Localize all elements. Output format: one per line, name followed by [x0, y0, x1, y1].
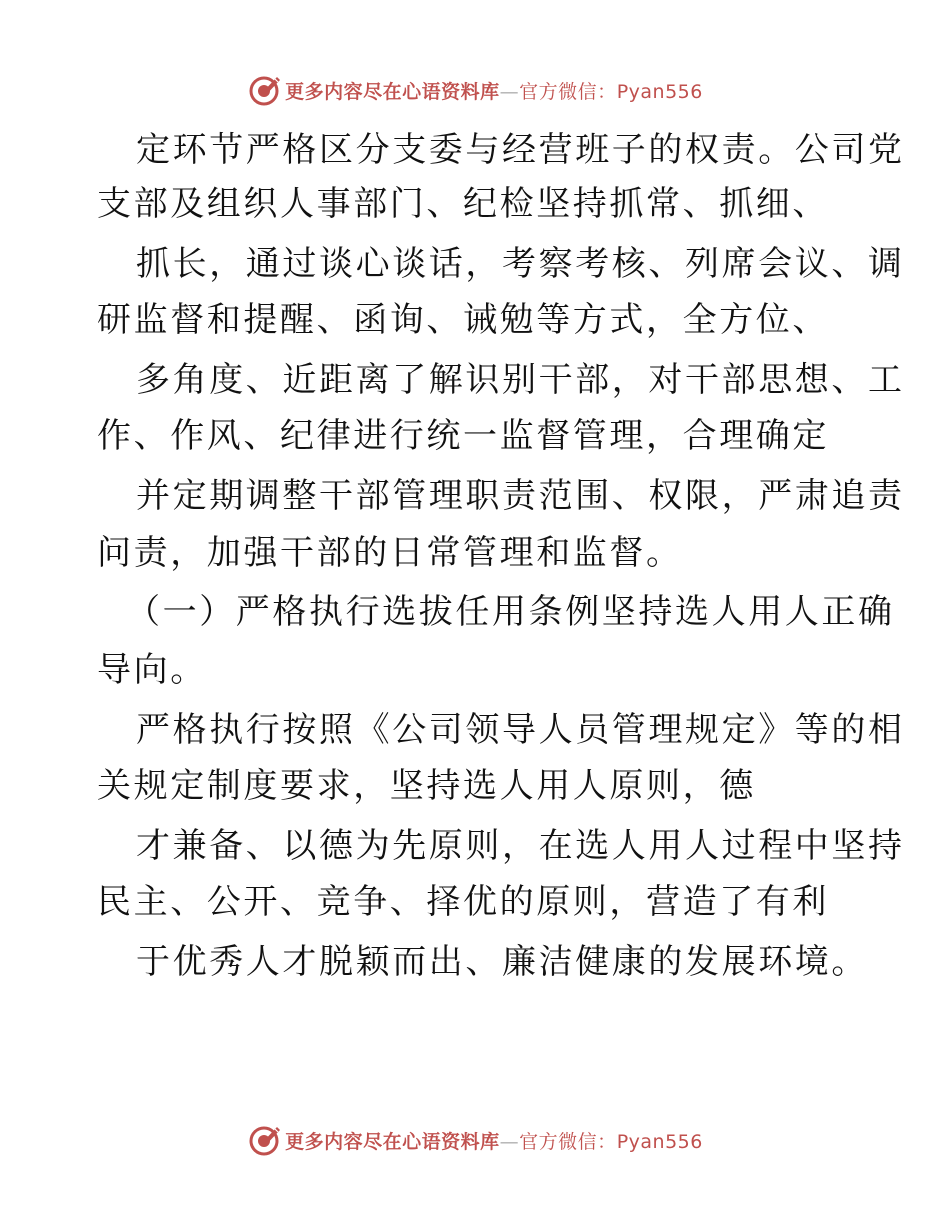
text-line: 多角度、近距离了解识别干部，对干部思想、工 — [136, 360, 905, 400]
section-heading-cont: 导向。 — [97, 650, 207, 690]
pen-logo-icon — [247, 73, 281, 107]
text-line: 于优秀人才脱颖而出、廉洁健康的发展环境。 — [136, 942, 868, 982]
text-line: 研监督和提醒、函询、诫勉等方式，全方位、 — [97, 300, 829, 340]
text-line: 并定期调整干部管理职责范围、权限，严肃追责 — [136, 476, 905, 516]
watermark-suffix: 官方微信： — [519, 80, 617, 103]
text-line: 作、作风、纪律进行统一监督管理，合理确定 — [97, 416, 829, 456]
footer-watermark — [0, 1120, 950, 1160]
section-heading: （一）严格执行选拔任用条例坚持选人用人正确 — [126, 592, 895, 632]
header-watermark — [0, 70, 950, 110]
watermark-suffix: 官方微信： — [519, 1130, 617, 1153]
watermark-separator: — — [499, 80, 520, 103]
watermark-main-text: 更多内容尽在心语资料库 — [285, 80, 500, 103]
text-line: 问责，加强干部的日常管理和监督。 — [97, 533, 683, 573]
watermark-main-text: 更多内容尽在心语资料库 — [285, 1130, 500, 1153]
watermark-id: Pyan556 — [616, 1130, 703, 1153]
text-line: 民主、公开、竞争、择优的原则，营造了有利 — [97, 882, 829, 922]
text-line: 支部及组织人事部门、纪检坚持抓常、抓细、 — [97, 184, 829, 224]
watermark-id: Pyan556 — [616, 80, 703, 103]
text-line: 关规定制度要求，坚持选人用人原则，德 — [97, 766, 756, 806]
text-line: 才兼备、以德为先原则，在选人用人过程中坚持 — [136, 826, 905, 866]
text-line: 抓长，通过谈心谈话，考察考核、列席会议、调 — [136, 244, 905, 284]
watermark-separator: — — [499, 1130, 520, 1153]
pen-logo-icon — [247, 1123, 281, 1157]
text-line: 严格执行按照《公司领导人员管理规定》等的相 — [136, 710, 905, 750]
text-line: 定环节严格区分支委与经营班子的权责。公司党 — [136, 130, 905, 170]
